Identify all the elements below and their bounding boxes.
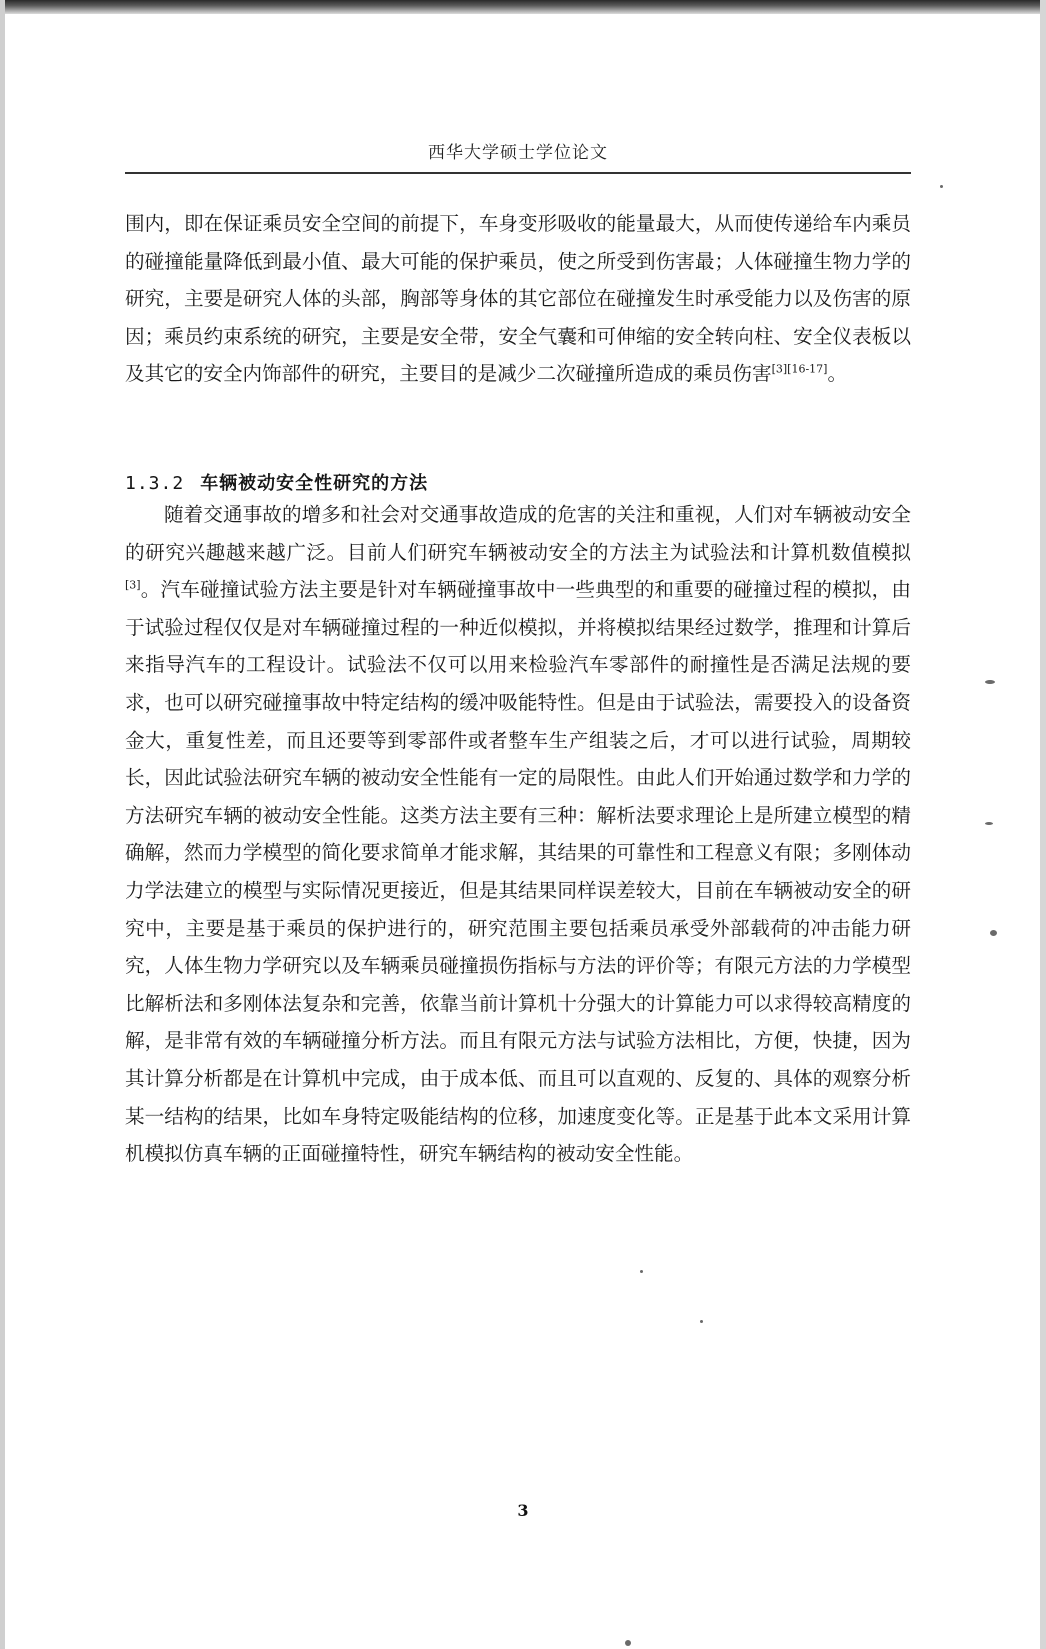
scan-speck [640, 1270, 643, 1273]
scan-speck [990, 930, 997, 936]
scan-speck [940, 185, 943, 188]
paragraph-text: 。汽车碰撞试验方法主要是针对车辆碰撞事故中一些典型的和重要的碰撞过程的模拟，由于试验过程仅仅是对车辆碰撞过程的一种近似模拟，并将模拟结果经过数学，推理和计算后来指导汽车的工程设计。试验法不仅可以用来检验汽车零部件的耐撞性是否满足法规的要求，也可以研究碰撞事故中特定结构的缓冲吸能特性。但是由于试验法，需要投入的设备资金大，重复性差，而且还要等到零部件或者整车生产组装之后，才可以进行试验，周期较长，因此试验法研究车辆的被动安全性能有一定的局限性。由此人们开始通过数学和力学的方法研究车辆的被动安全性能。这类方法主要有三种：解析法要求理论上是所建立模型的精确解，然而力学模型的简化要求简单才能求解，其结果的可靠性和工程意义有限；多刚体动力学法建立的模型与实际情况更接近，但是其结果同样误差较大，目前在车辆被动安全的研究中，主要是基于乘员的保护进行的，研究范围主要包括乘员承受外部载荷的冲击能力研究，人体生物力学研究以及车辆乘员碰撞损伤指标与方法的评价等；有限元方法的力学模型比解析法和多刚体法复杂和完善，依靠当前计算机十分强大的计算能力可以求得较高精度的解，是非常有效的车辆碰撞分析方法。而且有限元方法与试验方法相比，方便，快捷，因为其计算分析都是在计算机中完成，由于成本低、而且可以直观的、反复的、具体的观察分析某一结构的结果，比如车身特定吸能结构的位移，加速度变化等。正是基于此本文采用计算机模拟仿真车辆的正面碰撞特性，研究车辆结构的被动安全性能。 [125, 578, 911, 1166]
citation-ref: [3] [125, 578, 141, 592]
paragraph-text: 随着交通事故的增多和社会对交通事故造成的危害的关注和重视，人们对车辆被动安全的研究兴趣越来越广泛。目前人们研究车辆被动安全的方法主为试验法和计算机数值模拟 [125, 503, 911, 564]
scan-right-edge [1040, 0, 1046, 1649]
section-title: 车辆被动安全性研究的方法 [200, 473, 429, 494]
header-rule [125, 172, 911, 174]
body-paragraph-2 [125, 496, 911, 1173]
scan-speck [985, 680, 995, 684]
scan-speck [625, 1640, 631, 1646]
page-number: 3 [517, 1501, 529, 1520]
scan-speck [985, 822, 993, 825]
paragraph-end: 。 [827, 362, 848, 386]
section-number: 1.3.2 [125, 473, 185, 494]
scan-speck [700, 1320, 703, 1323]
citation-ref: [3][16-17] [771, 362, 828, 376]
section-heading [125, 469, 428, 495]
body-paragraph-1 [125, 205, 911, 393]
paragraph-text: 围内，即在保证乘员安全空间的前提下，车身变形吸收的能量最大，从而使传递给车内乘员的碰撞能量降低到最小值、最大可能的保护乘员，使之所受到伤害最；人体碰撞生物力学的研究，主要是研究人体的头部，胸部等身体的其它部位在碰撞发生时承受能力以及伤害的原因；乘员约束系统的研究，主要是安全带，安全气囊和可伸缩的安全转向柱、安全仪表板以及其它的安全内饰部件的研究，主要目的是减少二次碰撞所造成的乘员伤害 [125, 212, 911, 386]
scan-top-edge [0, 0, 1046, 14]
scan-left-edge [0, 0, 5, 1649]
running-header: 西华大学硕士学位论文 [428, 143, 608, 163]
